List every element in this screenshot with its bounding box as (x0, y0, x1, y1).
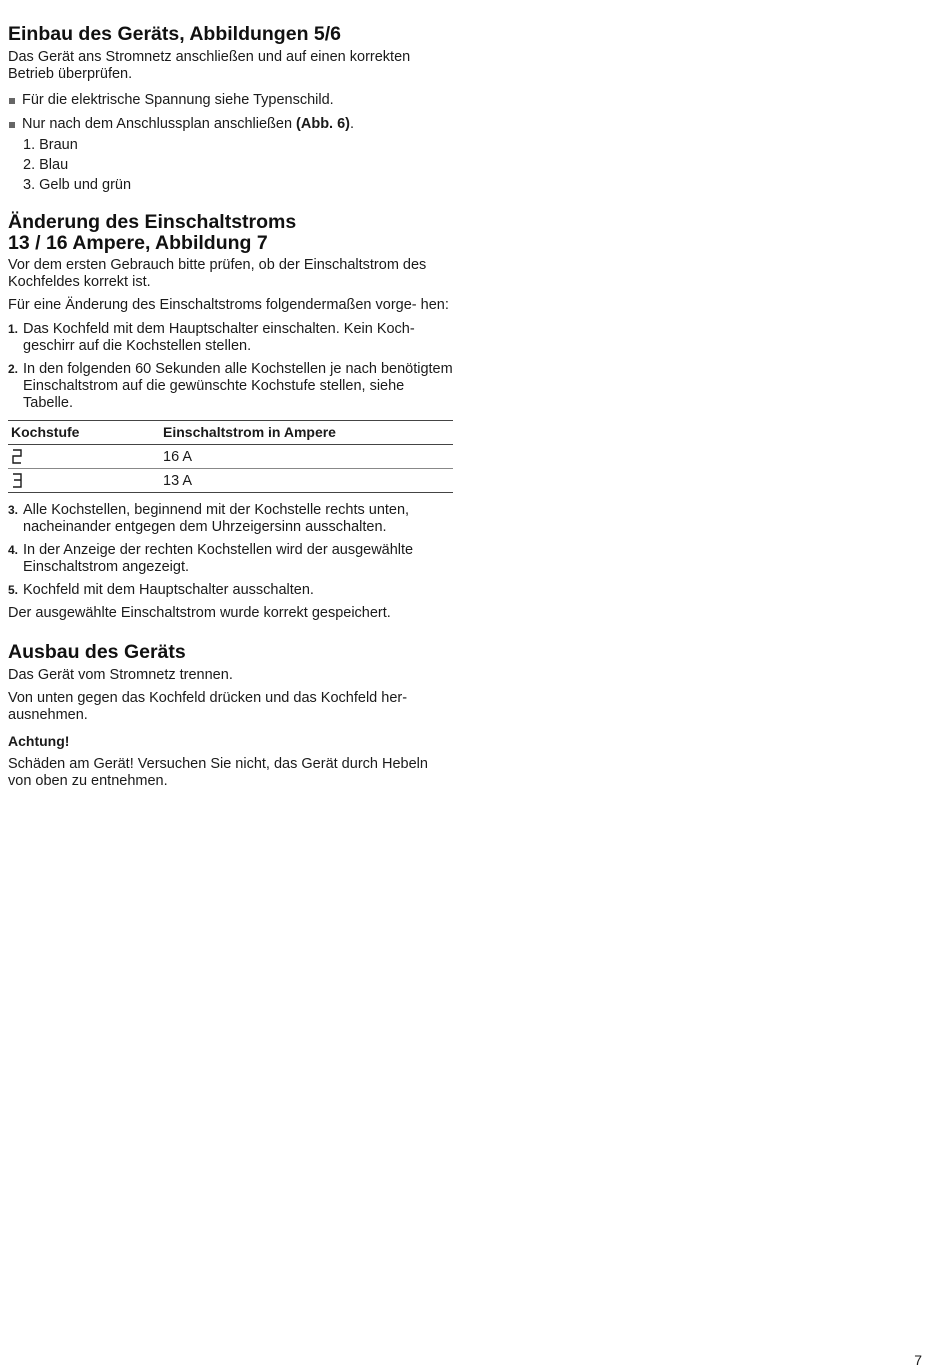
heading-line-2: 13 / 16 Ampere, Abbildung 7 (8, 232, 268, 254)
step-text: In den folgenden 60 Sekunden alle Kochstellen je nach benötigtem Einschaltstrom auf die gewünschte Kochstufe stellen, siehe Tabelle. (23, 361, 453, 411)
table-row (8, 445, 453, 469)
step-number: 5. (8, 583, 19, 597)
einschaltstrom-para-1: Vor dem ersten Gebrauch bitte prüfen, ob der Einschaltstrom des Kochfeldes korrekt ist. (8, 257, 427, 290)
ausbau-para-2: Von unten gegen das Kochfeld drücken und das Kochfeld her- ausnehmen. (8, 690, 408, 723)
kochstufe-cell (8, 469, 160, 493)
heading-einschaltstrom (8, 212, 454, 254)
heading-line-1: Änderung des Einschaltstroms (8, 211, 297, 233)
square-bullet-icon (9, 98, 15, 104)
step-number: 3. (8, 503, 19, 517)
table-header-kochstufe: Kochstufe (8, 421, 160, 445)
wire-item: 3. Gelb und grün (23, 177, 132, 193)
steps-list-after (8, 502, 454, 599)
steps-list-before (8, 321, 454, 412)
content-column (8, 22, 454, 790)
heading-ausbau: Ausbau des Geräts (8, 641, 186, 663)
step-text: Alle Kochstellen, beginnend mit der Kochstelle rechts unten, nacheinander entgegen dem Uhrzeigersinn ausschalten. (23, 502, 410, 535)
square-bullet-icon (9, 122, 15, 128)
einbau-bullets (8, 92, 454, 133)
step-item (8, 361, 454, 412)
step-text: Das Kochfeld mit dem Hauptschalter einschalten. Kein Koch- geschirr auf die Kochstellen stellen. (23, 321, 415, 354)
step-text: Kochfeld mit dem Hauptschalter ausschalten. (23, 582, 314, 598)
bullet-text: Für die elektrische Spannung siehe Typenschild. (22, 92, 334, 108)
einschaltstrom-para-2: Für eine Änderung des Einschaltstroms folgendermaßen vorge- hen: (8, 297, 449, 313)
table-header-ampere: Einschaltstrom in Ampere (160, 421, 453, 445)
step-item (8, 321, 454, 355)
wire-item: 2. Blau (23, 157, 69, 173)
bullet-text: Nur nach dem Anschlussplan anschließen (22, 116, 297, 132)
bullet-item (8, 116, 454, 133)
segment-digit-2-icon (11, 448, 23, 465)
kochstufe-cell (8, 445, 160, 469)
einbau-intro: Das Gerät ans Stromnetz anschließen und auf einen korrekten Betrieb überprüfen. (8, 49, 411, 82)
ausbau-para-1: Das Gerät vom Stromnetz trennen. (8, 667, 233, 683)
heading-einbau: Einbau des Geräts, Abbildungen 5/6 (8, 23, 342, 45)
figure-reference: (Abb. 6) (296, 116, 351, 132)
step-number: 1. (8, 322, 19, 336)
wire-list (23, 137, 454, 194)
bullet-punct: . (350, 116, 355, 132)
segment-digit-3-icon (11, 472, 23, 489)
section-einschaltstrom (8, 212, 454, 622)
step-item (8, 502, 454, 536)
einschaltstrom-closing: Der ausgewählte Einschaltstrom wurde korrekt gespeichert. (8, 605, 391, 621)
step-item (8, 582, 454, 599)
section-ausbau (8, 640, 454, 790)
page-number: 7 (914, 1352, 922, 1368)
bullet-item (8, 92, 454, 109)
warning-text: Schäden am Gerät! Versuchen Sie nicht, das Gerät durch Hebeln von oben zu entnehmen. (8, 756, 428, 789)
table-row (8, 469, 453, 493)
warning-title: Achtung! (8, 733, 70, 749)
step-number: 2. (8, 362, 19, 376)
wire-item: 1. Braun (23, 137, 78, 153)
einschaltstrom-table (8, 420, 453, 493)
ampere-cell: 13 A (160, 469, 453, 493)
step-number: 4. (8, 543, 19, 557)
ampere-cell: 16 A (160, 445, 453, 469)
step-text: In der Anzeige der rechten Kochstellen wird der ausgewählte Einschaltstrom angezeigt. (23, 542, 414, 575)
table-header-row (8, 421, 453, 445)
step-item (8, 542, 454, 576)
